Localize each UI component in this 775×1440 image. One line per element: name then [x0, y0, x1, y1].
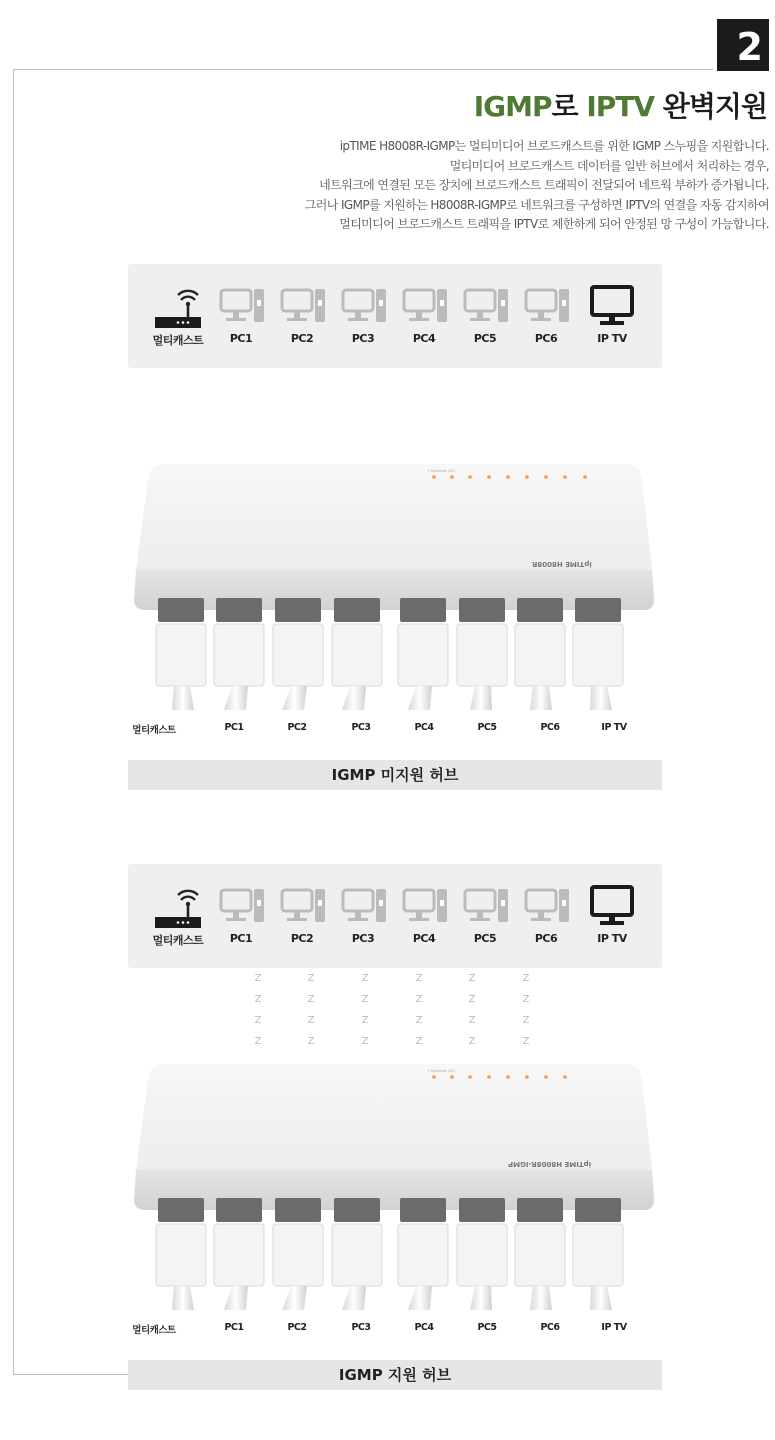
description — [69, 137, 769, 235]
caption-igmp-supported: IGMP 지원 허브 — [128, 1360, 662, 1390]
pc-icon — [272, 280, 332, 330]
port-label: IP TV — [601, 722, 627, 733]
device-label: 멀티캐스트 — [152, 934, 204, 947]
device-strip-1 — [128, 264, 662, 368]
frame-line-left — [13, 69, 14, 1375]
description-line: ipTIME H8008R-IGMP는 멀티미디어 브로드캐스트를 위한 IGMP 스누핑을 지원합니다. — [339, 139, 769, 153]
port-label: IP TV — [601, 1322, 627, 1333]
device-label: PC3 — [351, 932, 375, 945]
port-label: 멀티캐스트 — [132, 1325, 176, 1336]
sleep-marks-pc5: Z Z Z Z — [468, 973, 476, 1047]
port-label: 멀티캐스트 — [132, 725, 176, 736]
description-line: 멀티미디어 브로드캐스트 데이터를 일반 허브에서 처리하는 경우, — [449, 158, 769, 173]
device-label: PC2 — [290, 332, 314, 345]
multicast-device — [148, 880, 208, 952]
iptv-device — [582, 280, 642, 352]
hub-image-2 — [128, 1060, 662, 1310]
hub-model-text: ipTIME H8008R-IGMP — [508, 1160, 592, 1168]
description-line: 네트워크에 연결된 모든 장치에 브로드캐스트 트래픽이 전달되어 네트웍 부하가 증가됩니다. — [319, 178, 769, 192]
port-label: PC5 — [477, 722, 497, 733]
pc-icon — [394, 280, 454, 330]
device-label: 멀티캐스트 — [152, 334, 204, 347]
section-number-badge: 2 — [717, 19, 769, 71]
port-label: PC5 — [477, 1322, 497, 1333]
port-label: PC3 — [351, 1322, 371, 1333]
port-label: PC6 — [540, 1322, 560, 1333]
device-label: PC5 — [473, 932, 497, 945]
port-label: PC2 — [287, 1322, 307, 1333]
tv-icon — [582, 880, 642, 930]
port-label: PC1 — [224, 1322, 244, 1333]
pc-icon — [394, 880, 454, 930]
pc-icon — [516, 280, 576, 330]
pc6-device — [516, 880, 576, 952]
device-label: PC1 — [229, 932, 253, 945]
device-label: PC2 — [290, 932, 314, 945]
pc-icon — [272, 880, 332, 930]
description-line: 그러나 IGMP를 지원하는 H8008R-IGMP로 네트워크를 구성하면 IPTV의 연결을 자동 감지하여 — [304, 197, 769, 212]
pc-icon — [333, 280, 393, 330]
device-label: PC1 — [229, 332, 253, 345]
sleep-marks-pc4: Z Z Z Z — [415, 973, 423, 1047]
frame-line-top — [13, 69, 713, 70]
device-label: PC4 — [412, 332, 436, 345]
pc-icon — [455, 280, 515, 330]
pc-icon — [516, 880, 576, 930]
sleep-marks-pc1: Z Z Z Z — [254, 973, 262, 1047]
hub-port-labels-1 — [128, 722, 662, 736]
port-label: PC2 — [287, 722, 307, 733]
frame-line-bottom — [13, 1374, 129, 1375]
device-label: IP TV — [597, 932, 627, 945]
svg-text:* Multicast LED: * Multicast LED — [428, 469, 455, 473]
port-label: PC4 — [414, 1322, 434, 1333]
hub-image-1 — [128, 460, 662, 710]
router-wifi-icon — [148, 880, 208, 930]
pc-icon — [211, 280, 271, 330]
caption-igmp-unsupported: IGMP 미지원 허브 — [128, 760, 662, 790]
port-label: PC6 — [540, 722, 560, 733]
pc6-device — [516, 280, 576, 352]
iptv-device — [582, 880, 642, 952]
hub-model-text: ipTIME H8008R — [532, 560, 592, 568]
sleep-marks-pc6: Z Z Z Z — [522, 973, 530, 1047]
sleep-marks-pc2: Z Z Z Z — [307, 973, 315, 1047]
title-igmp: IGMP — [473, 90, 552, 123]
sleep-marks-pc3: Z Z Z Z — [361, 973, 369, 1047]
svg-text:* Multicast LED: * Multicast LED — [428, 1069, 455, 1073]
port-label: PC3 — [351, 722, 371, 733]
device-label: PC3 — [351, 332, 375, 345]
title-ro: 로 — [551, 90, 587, 123]
device-strip-2 — [128, 864, 662, 968]
port-label: PC1 — [224, 722, 244, 733]
multicast-device — [148, 280, 208, 352]
description-line: 멀티미디어 브로드캐스트 트래픽을 IPTV로 제한하게 되어 안정된 망 구성이 가능합니다. — [339, 217, 769, 231]
device-label: PC6 — [534, 932, 558, 945]
hub-port-labels-2 — [128, 1322, 662, 1336]
device-label: PC6 — [534, 332, 558, 345]
pc-icon — [211, 880, 271, 930]
port-label: PC4 — [414, 722, 434, 733]
pc-icon — [455, 880, 515, 930]
pc-icon — [333, 880, 393, 930]
title-support: 완벽지원 — [654, 90, 767, 123]
tv-icon — [582, 280, 642, 330]
title-iptv: IPTV — [586, 90, 655, 123]
device-label: IP TV — [597, 332, 627, 345]
page-title — [474, 85, 767, 125]
device-label: PC4 — [412, 932, 436, 945]
router-wifi-icon — [148, 280, 208, 330]
device-label: PC5 — [473, 332, 497, 345]
